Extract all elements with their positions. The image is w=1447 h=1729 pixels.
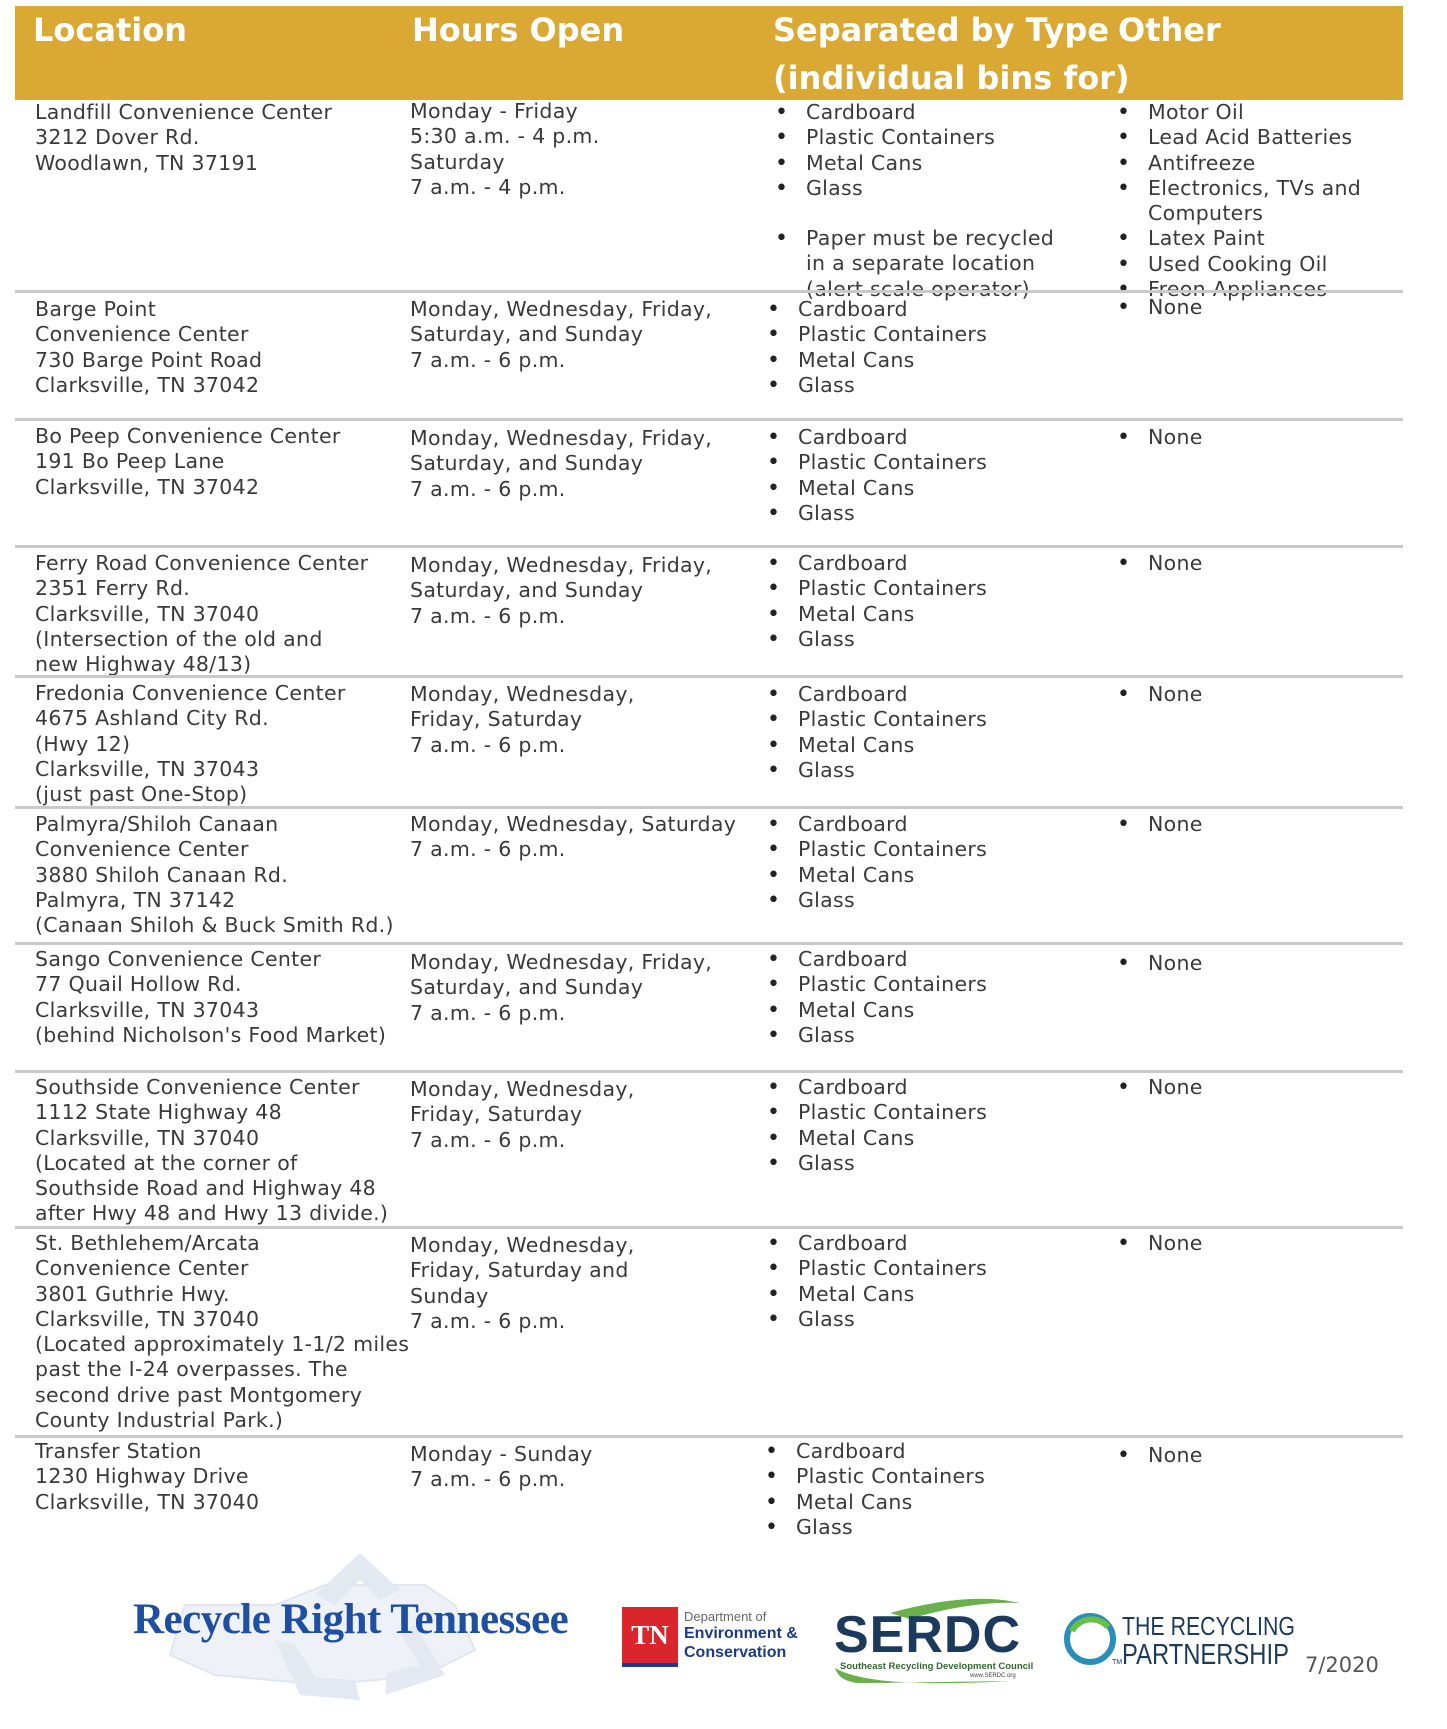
separated-list bbox=[765, 682, 1100, 783]
separated-item: • Cardboard bbox=[773, 100, 1108, 125]
separated-cell bbox=[765, 812, 1100, 913]
table-row bbox=[15, 290, 1403, 418]
hours-line: 7 a.m. - 6 p.m. bbox=[410, 603, 566, 628]
hours-cell bbox=[410, 553, 765, 629]
tdec-line3: Conservation bbox=[684, 1644, 787, 1661]
table-row bbox=[15, 545, 1403, 675]
location-cell bbox=[35, 947, 410, 1048]
hours-line: Monday, Wednesday, Friday, bbox=[410, 426, 713, 450]
location-line: (Hwy 12) bbox=[35, 731, 131, 756]
location-cell bbox=[35, 424, 410, 500]
table-header bbox=[15, 6, 1403, 100]
recycle-right-logo bbox=[125, 1545, 595, 1715]
location-line: second drive past Montgomery bbox=[35, 1382, 363, 1407]
location-line: (just past One-Stop) bbox=[35, 782, 248, 807]
separated-item: • Cardboard bbox=[765, 1231, 1100, 1256]
location-line: 4675 Ashland City Rd. bbox=[35, 706, 269, 731]
location-line: Transfer Station bbox=[35, 1439, 202, 1463]
separated-item: • Glass bbox=[765, 501, 1100, 526]
table-row bbox=[15, 942, 1403, 1070]
hours-line: Monday - Friday bbox=[410, 99, 578, 123]
other-list bbox=[1115, 812, 1405, 837]
hours-cell bbox=[410, 426, 765, 502]
hours-line: Monday, Wednesday, bbox=[410, 1233, 635, 1257]
location-line: Southside Road and Highway 48 bbox=[35, 1176, 377, 1201]
separated-note-line: in a separate location bbox=[806, 251, 1036, 276]
hours-cell bbox=[410, 1442, 765, 1493]
location-line: 1112 State Highway 48 bbox=[35, 1100, 282, 1125]
separated-item: • Glass bbox=[765, 1023, 1100, 1048]
other-cell bbox=[1115, 812, 1405, 837]
table-body bbox=[15, 100, 1403, 1545]
separated-list bbox=[765, 551, 1100, 652]
separated-list bbox=[765, 297, 1100, 398]
separated-cell bbox=[763, 1439, 1098, 1540]
location-line: Barge Point bbox=[35, 297, 157, 321]
partnership-line2: PARTNERSHIP bbox=[1122, 1639, 1289, 1671]
tn-badge-underline bbox=[622, 1663, 678, 1667]
recycling-locations-table bbox=[15, 6, 1403, 1545]
location-line: Sango Convenience Center bbox=[35, 947, 322, 971]
location-line: (Intersection of the old and bbox=[35, 626, 323, 651]
serdc-url: www.SERDC.org bbox=[970, 1673, 1016, 1679]
other-list bbox=[1115, 100, 1405, 302]
other-list bbox=[1115, 682, 1405, 707]
hours-line: 7 a.m. - 4 p.m. bbox=[410, 174, 566, 199]
other-list bbox=[1115, 951, 1405, 976]
separated-note-line: • Paper must be recycled bbox=[806, 226, 1055, 251]
separated-item: • Plastic Containers bbox=[765, 576, 1100, 601]
separated-item: • Metal Cans bbox=[765, 348, 1100, 373]
hours-line: 7 a.m. - 6 p.m. bbox=[410, 1000, 566, 1025]
other-list bbox=[1115, 1231, 1405, 1256]
table-row bbox=[15, 1435, 1403, 1545]
location-line: (Located approximately 1-1/2 miles bbox=[35, 1332, 410, 1357]
hours-cell bbox=[410, 682, 765, 758]
separated-item: • Cardboard bbox=[765, 551, 1100, 576]
location-line: Clarksville, TN 37043 bbox=[35, 997, 260, 1022]
separated-item: • Glass bbox=[765, 888, 1100, 913]
separated-cell bbox=[765, 551, 1100, 652]
location-cell bbox=[35, 1075, 410, 1227]
hours-cell bbox=[410, 297, 765, 373]
hours-line: 7 a.m. - 6 p.m. bbox=[410, 476, 566, 501]
table-row bbox=[15, 1226, 1403, 1435]
other-cell bbox=[1115, 951, 1405, 976]
location-line: Convenience Center bbox=[35, 837, 249, 862]
tdec-line2: Environment & bbox=[684, 1625, 798, 1642]
separated-cell bbox=[765, 297, 1100, 398]
location-line: Convenience Center bbox=[35, 322, 249, 347]
separated-item: • Plastic Containers bbox=[765, 972, 1100, 997]
location-cell bbox=[35, 297, 410, 398]
separated-item: • Cardboard bbox=[765, 682, 1100, 707]
location-cell bbox=[35, 812, 410, 938]
separated-item: • Cardboard bbox=[765, 425, 1100, 450]
header-hours: Hours Open bbox=[412, 11, 625, 49]
location-line: (Canaan Shiloh & Buck Smith Rd.) bbox=[35, 913, 394, 938]
separated-item: • Metal Cans bbox=[765, 1126, 1100, 1151]
other-item: • None bbox=[1115, 1231, 1405, 1256]
location-cell bbox=[35, 681, 410, 807]
serdc-subtitle: Southeast Recycling Development Council bbox=[840, 1661, 1034, 1672]
other-item-continuation: Computers bbox=[1148, 201, 1264, 226]
other-cell bbox=[1115, 682, 1405, 707]
location-line: (Located at the corner of bbox=[35, 1150, 298, 1175]
other-item: • Lead Acid Batteries bbox=[1115, 125, 1405, 150]
other-list bbox=[1115, 551, 1405, 576]
location-line: Southside Convenience Center bbox=[35, 1075, 360, 1099]
footer-logos bbox=[0, 1545, 1447, 1729]
location-line: Landfill Convenience Center bbox=[35, 100, 333, 124]
location-cell bbox=[35, 1231, 410, 1433]
location-line: Fredonia Convenience Center bbox=[35, 681, 346, 705]
partnership-line1: THE RECYCLING bbox=[1122, 1611, 1295, 1641]
hours-cell bbox=[410, 99, 765, 200]
hours-line: Friday, Saturday bbox=[410, 1102, 583, 1127]
hours-line: Monday, Wednesday, bbox=[410, 1077, 635, 1101]
hours-cell bbox=[410, 1077, 765, 1153]
location-cell bbox=[35, 1439, 410, 1515]
other-item: • None bbox=[1115, 1443, 1405, 1468]
other-list bbox=[1115, 425, 1405, 450]
separated-list bbox=[765, 425, 1100, 526]
location-line: County Industrial Park.) bbox=[35, 1408, 284, 1433]
separated-list bbox=[765, 812, 1100, 913]
other-cell bbox=[1115, 551, 1405, 576]
table-row bbox=[15, 1070, 1403, 1226]
location-cell bbox=[35, 551, 410, 677]
separated-list bbox=[765, 1231, 1100, 1332]
separated-item: • Metal Cans bbox=[773, 151, 1108, 176]
location-line: Clarksville, TN 37040 bbox=[35, 601, 260, 626]
hours-line: Monday, Wednesday, Friday, bbox=[410, 297, 713, 321]
table-row bbox=[15, 806, 1403, 942]
location-line: Clarksville, TN 37042 bbox=[35, 372, 260, 397]
separated-cell bbox=[765, 1231, 1100, 1332]
other-cell bbox=[1115, 425, 1405, 450]
hours-line: 7 a.m. - 6 p.m. bbox=[410, 837, 566, 862]
hours-line: 5:30 a.m. - 4 p.m. bbox=[410, 124, 600, 149]
header-separated: Separated by Type bbox=[773, 11, 1110, 49]
location-line: 730 Barge Point Road bbox=[35, 347, 263, 372]
separated-cell bbox=[765, 947, 1100, 1048]
hours-cell bbox=[410, 812, 765, 863]
other-item: • Used Cooking Oil bbox=[1115, 252, 1405, 277]
location-line: 3212 Dover Rd. bbox=[35, 125, 200, 150]
tdec-logo bbox=[622, 1607, 802, 1667]
hours-line: 7 a.m. - 6 p.m. bbox=[410, 732, 566, 757]
location-line: Ferry Road Convenience Center bbox=[35, 551, 369, 575]
hours-cell bbox=[410, 950, 765, 1026]
location-line: Palmyra, TN 37142 bbox=[35, 887, 236, 912]
location-line: Clarksville, TN 37040 bbox=[35, 1125, 260, 1150]
separated-item: • Plastic Containers bbox=[763, 1464, 1098, 1489]
separated-item: • Plastic Containers bbox=[765, 322, 1100, 347]
header-location: Location bbox=[33, 11, 187, 49]
separated-item: • Plastic Containers bbox=[765, 1100, 1100, 1125]
location-line: Clarksville, TN 37040 bbox=[35, 1306, 260, 1331]
other-cell bbox=[1115, 1443, 1405, 1468]
other-item: • Motor Oil bbox=[1115, 100, 1405, 125]
location-line: 191 Bo Peep Lane bbox=[35, 449, 225, 474]
other-cell bbox=[1115, 295, 1405, 320]
location-line: after Hwy 48 and Hwy 13 divide.) bbox=[35, 1201, 389, 1226]
location-line: 3801 Guthrie Hwy. bbox=[35, 1281, 230, 1306]
separated-item: • Plastic Containers bbox=[765, 837, 1100, 862]
separated-item: • Glass bbox=[765, 1151, 1100, 1176]
separated-item: • Glass bbox=[763, 1515, 1098, 1540]
table-row bbox=[15, 418, 1403, 545]
recycling-partnership-logo bbox=[1062, 1611, 1295, 1681]
hours-line: 7 a.m. - 6 p.m. bbox=[410, 1467, 566, 1492]
separated-item: • Plastic Containers bbox=[765, 707, 1100, 732]
hours-line: Monday - Sunday bbox=[410, 1442, 593, 1466]
separated-item: • Cardboard bbox=[765, 1075, 1100, 1100]
separated-item: • Cardboard bbox=[765, 947, 1100, 972]
table-row bbox=[15, 99, 1403, 302]
hours-line: Saturday, and Sunday bbox=[410, 578, 644, 603]
hours-line: Saturday, and Sunday bbox=[410, 975, 644, 1000]
separated-item: • Metal Cans bbox=[765, 476, 1100, 501]
separated-list bbox=[763, 1439, 1098, 1540]
separated-item: • Plastic Containers bbox=[773, 125, 1108, 150]
separated-item: • Metal Cans bbox=[765, 998, 1100, 1023]
location-line: 2351 Ferry Rd. bbox=[35, 576, 191, 601]
separated-list bbox=[773, 100, 1108, 201]
other-item: • None bbox=[1115, 951, 1405, 976]
revision-date: 7/2020 bbox=[1305, 1653, 1379, 1677]
hours-line: Monday, Wednesday, Saturday bbox=[410, 812, 737, 836]
serdc-text: SERDC bbox=[834, 1606, 1022, 1664]
other-cell bbox=[1115, 1075, 1405, 1100]
location-line: 3880 Shiloh Canaan Rd. bbox=[35, 862, 289, 887]
location-line: Clarksville, TN 37042 bbox=[35, 474, 260, 499]
recycle-right-text: Recycle Right Tennessee bbox=[133, 1596, 569, 1643]
separated-item: • Glass bbox=[765, 758, 1100, 783]
hours-line: 7 a.m. - 6 p.m. bbox=[410, 1127, 566, 1152]
separated-item: • Glass bbox=[765, 1307, 1100, 1332]
hours-line: Saturday bbox=[410, 149, 505, 174]
hours-line: Monday, Wednesday, Friday, bbox=[410, 950, 713, 974]
serdc-logo bbox=[830, 1593, 1034, 1688]
other-item: • Antifreeze bbox=[1115, 151, 1405, 176]
header-other: Other bbox=[1118, 11, 1221, 49]
location-cell bbox=[35, 100, 410, 176]
other-item: • Freon Appliances bbox=[1115, 277, 1405, 302]
other-cell bbox=[1115, 1231, 1405, 1256]
table-row bbox=[15, 675, 1403, 806]
separated-cell bbox=[773, 100, 1108, 302]
separated-item: • Glass bbox=[765, 373, 1100, 398]
separated-item: • Plastic Containers bbox=[765, 1256, 1100, 1281]
separated-spacer bbox=[773, 201, 1108, 226]
other-list bbox=[1115, 1443, 1405, 1468]
separated-item: • Metal Cans bbox=[765, 1282, 1100, 1307]
header-separated-sub: (individual bins for) bbox=[773, 59, 1130, 97]
other-item: • None bbox=[1115, 812, 1405, 837]
other-item: • None bbox=[1115, 425, 1405, 450]
tdec-line1: Department of bbox=[684, 1609, 767, 1624]
hours-line: Saturday, and Sunday bbox=[410, 451, 644, 476]
hours-cell bbox=[410, 1233, 765, 1334]
hours-line: 7 a.m. - 6 p.m. bbox=[410, 1308, 566, 1333]
separated-item: • Glass bbox=[773, 176, 1108, 201]
hours-line: Sunday bbox=[410, 1283, 489, 1308]
other-item: • None bbox=[1115, 295, 1405, 320]
hours-line: 7 a.m. - 6 p.m. bbox=[410, 347, 566, 372]
other-item: • Latex Paint bbox=[1115, 226, 1405, 251]
location-line: Clarksville, TN 37040 bbox=[35, 1489, 260, 1514]
location-line: past the I-24 overpasses. The bbox=[35, 1357, 348, 1382]
separated-cell bbox=[765, 682, 1100, 783]
hours-line: Monday, Wednesday, Friday, bbox=[410, 553, 713, 577]
hours-line: Saturday, and Sunday bbox=[410, 322, 644, 347]
location-line: Palmyra/Shiloh Canaan bbox=[35, 812, 279, 836]
hours-line: Friday, Saturday bbox=[410, 707, 583, 732]
other-list bbox=[1115, 295, 1405, 320]
other-item: • Electronics, TVs and bbox=[1115, 176, 1405, 201]
location-line: Convenience Center bbox=[35, 1256, 249, 1281]
other-item: • None bbox=[1115, 551, 1405, 576]
location-line: St. Bethlehem/Arcata bbox=[35, 1231, 261, 1255]
other-cell bbox=[1115, 100, 1405, 302]
location-line: Woodlawn, TN 37191 bbox=[35, 150, 259, 175]
separated-cell bbox=[765, 425, 1100, 526]
location-line: new Highway 48/13) bbox=[35, 652, 252, 677]
separated-list bbox=[765, 947, 1100, 1048]
location-line: Clarksville, TN 37043 bbox=[35, 756, 260, 781]
partnership-tm: TM bbox=[1112, 1659, 1123, 1666]
location-line: Bo Peep Convenience Center bbox=[35, 424, 341, 448]
hours-line: Monday, Wednesday, bbox=[410, 682, 635, 706]
separated-item: • Cardboard bbox=[765, 297, 1100, 322]
separated-item: • Metal Cans bbox=[765, 733, 1100, 758]
separated-item: • Cardboard bbox=[765, 812, 1100, 837]
separated-item: • Glass bbox=[765, 627, 1100, 652]
separated-item: • Cardboard bbox=[763, 1439, 1098, 1464]
other-list bbox=[1115, 1075, 1405, 1100]
hours-line: Friday, Saturday and bbox=[410, 1258, 629, 1283]
separated-item: • Metal Cans bbox=[763, 1490, 1098, 1515]
separated-list bbox=[765, 1075, 1100, 1176]
separated-item: • Plastic Containers bbox=[765, 450, 1100, 475]
other-item: • None bbox=[1115, 1075, 1405, 1100]
separated-item: • Metal Cans bbox=[765, 863, 1100, 888]
separated-item: • Metal Cans bbox=[765, 602, 1100, 627]
location-line: (behind Nicholson's Food Market) bbox=[35, 1022, 387, 1047]
separated-cell bbox=[765, 1075, 1100, 1176]
location-line: 1230 Highway Drive bbox=[35, 1464, 249, 1489]
other-item: • None bbox=[1115, 682, 1405, 707]
tn-badge: TN bbox=[622, 1607, 678, 1663]
location-line: 77 Quail Hollow Rd. bbox=[35, 972, 242, 997]
separated-note-line: (alert scale operator) bbox=[806, 276, 1030, 301]
